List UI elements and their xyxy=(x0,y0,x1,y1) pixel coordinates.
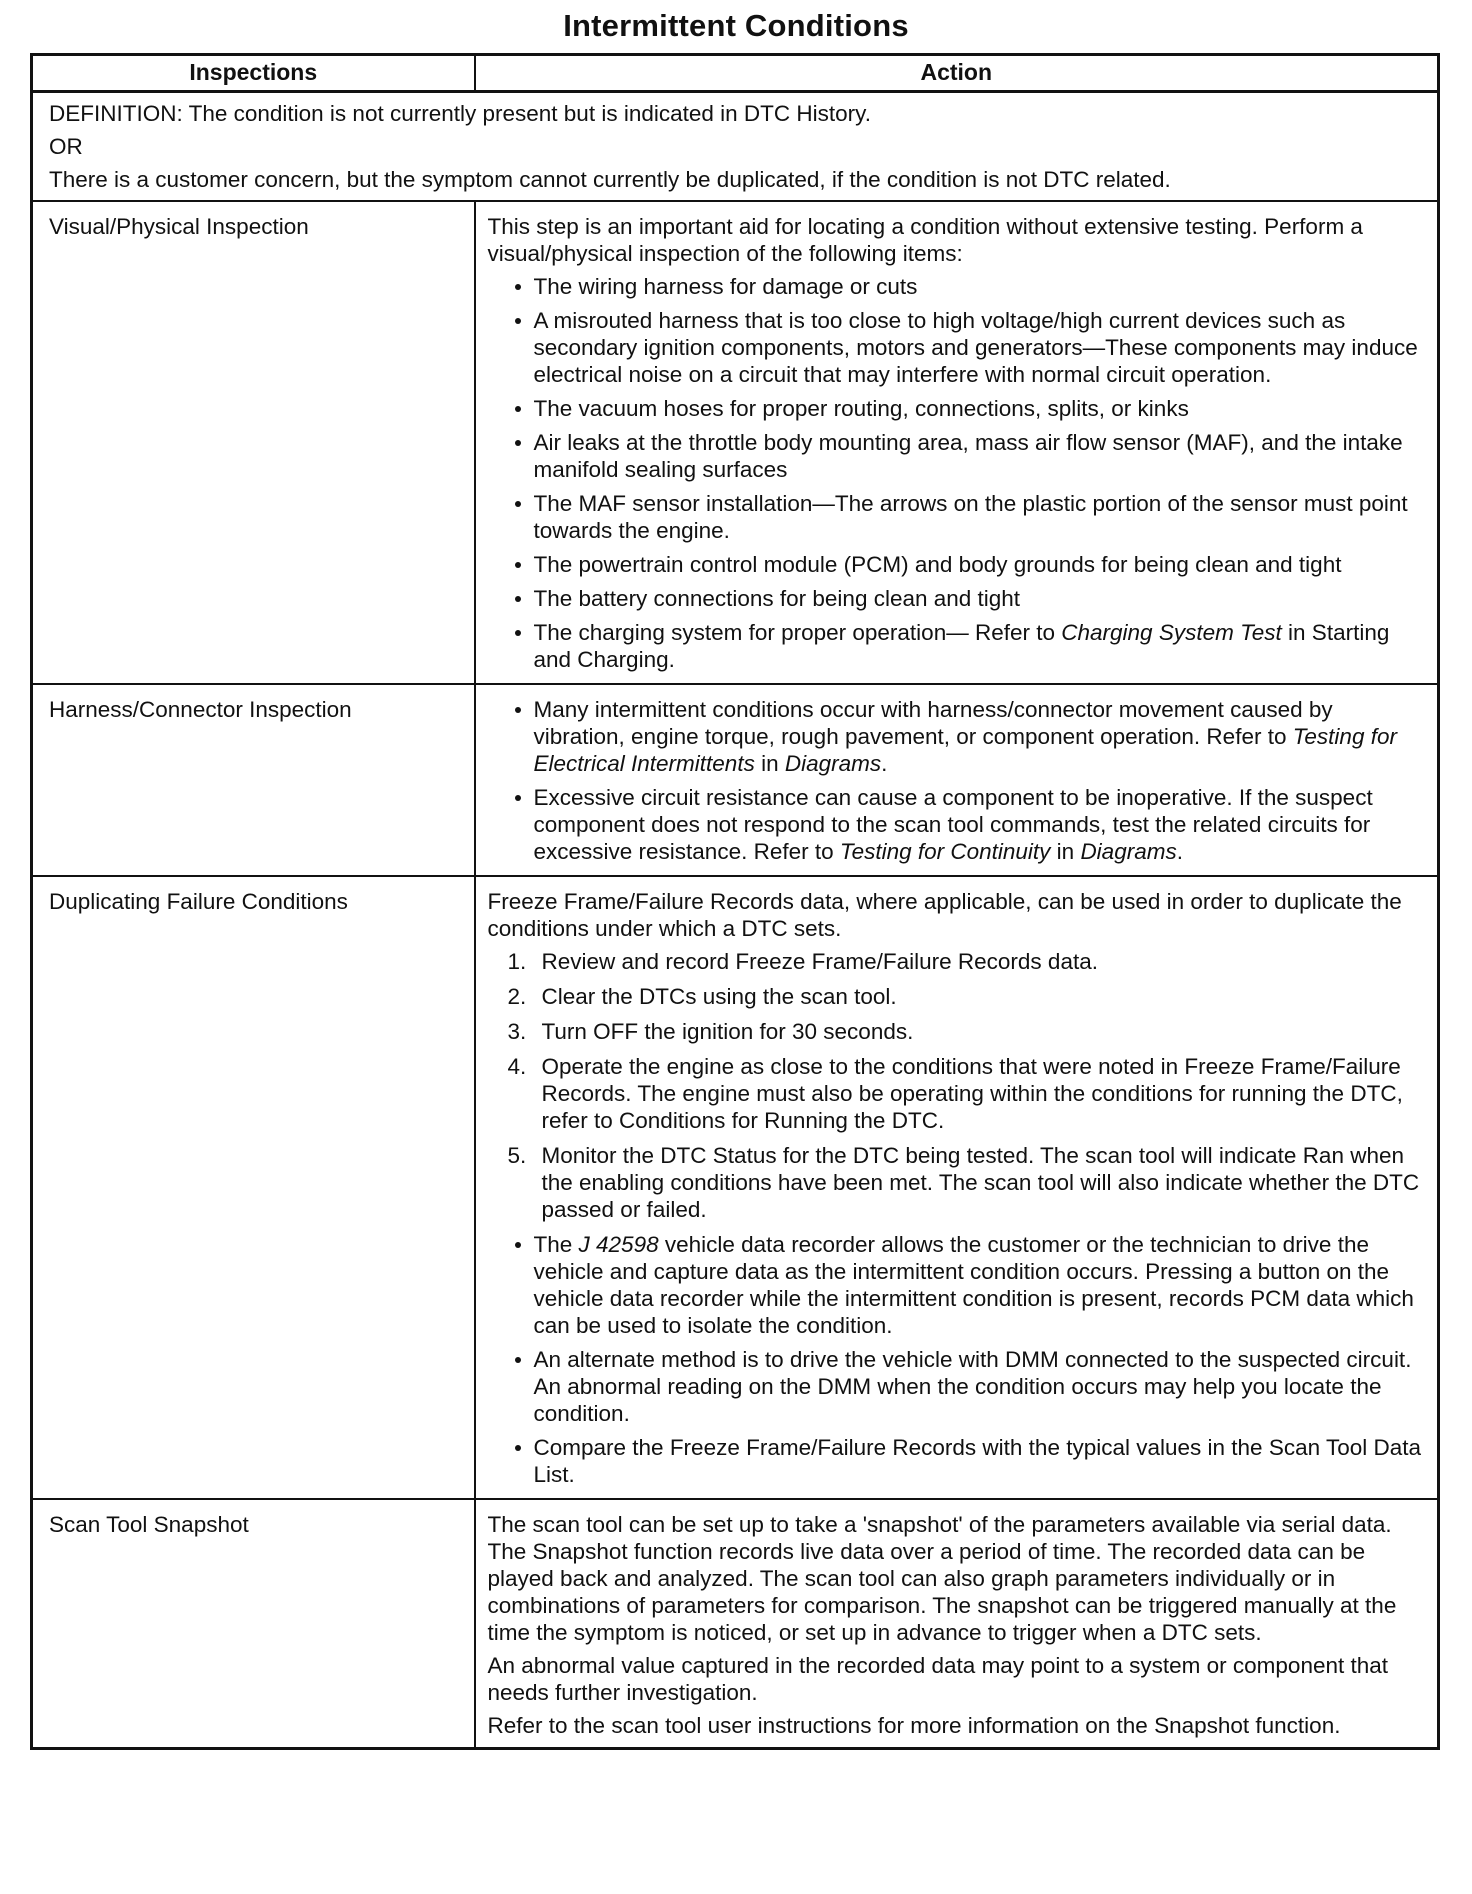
list-item: An alternate method is to drive the vehicle with DMM connected to the suspected circuit. An abnormal reading on the DMM when the condition occurs may help you locate the condition. xyxy=(514,1346,1426,1427)
inspection-name: Duplicating Failure Conditions xyxy=(32,876,475,1499)
action-intro: Freeze Frame/Failure Records data, where applicable, can be used in order to duplicate the conditions under which a DTC sets. xyxy=(487,889,1402,941)
intermittent-conditions-table xyxy=(30,53,1440,1750)
list-item: The battery connections for being clean and tight xyxy=(514,585,1426,612)
table-header-row xyxy=(32,55,1439,92)
header-action: Action xyxy=(475,55,1439,92)
item-text: The charging system for proper operation— Refer to xyxy=(533,620,1062,645)
list-item: The vacuum hoses for proper routing, connections, splits, or kinks xyxy=(514,395,1426,422)
page-title: Intermittent Conditions xyxy=(563,8,909,43)
step-number: 2. xyxy=(507,984,527,1009)
inspection-name: Visual/Physical Inspection xyxy=(32,201,475,684)
harness-items-list xyxy=(488,696,1426,865)
item-text: in Starting and Charging. xyxy=(533,620,1390,672)
action-intro: This step is an important aid for locating a condition without extensive testing. Perform a visual/physical inspection of the following items: xyxy=(487,214,1363,266)
item-text: Excessive circuit resistance can cause a component to be inoperative. If the suspect component does not respond to the scan tool commands, test the related circuits for excessive resistance. Refer to xyxy=(533,785,1373,864)
list-item xyxy=(514,619,1426,673)
reference-electrical-intermittents: Testing for Electrical Intermittents xyxy=(533,724,1397,776)
action-cell xyxy=(475,684,1439,876)
item-text: . xyxy=(1176,839,1183,864)
inspection-name: Harness/Connector Inspection xyxy=(32,684,475,876)
tool-number: J 42598 xyxy=(578,1232,659,1257)
inspection-name: Scan Tool Snapshot xyxy=(32,1499,475,1749)
duplicating-steps-list xyxy=(488,948,1426,1223)
header-inspections: Inspections xyxy=(32,55,475,92)
step-number: 1. xyxy=(507,949,527,974)
step-text: Review and record Freeze Frame/Failure Records data. xyxy=(541,949,1098,974)
table-row xyxy=(32,1499,1439,1749)
step-number: 4. xyxy=(507,1054,527,1079)
step-text: Clear the DTCs using the scan tool. xyxy=(541,984,897,1009)
definition-text: DEFINITION: The condition is not currently present but is indicated in DTC History. xyxy=(49,101,871,126)
step-text: Monitor the DTC Status for the DTC being tested. The scan tool will indicate Ran when the enabling conditions have been met. The scan tool will also indicate whether the DTC passed or failed. xyxy=(541,1143,1420,1222)
list-item xyxy=(514,1231,1426,1339)
table-row xyxy=(32,201,1439,684)
table-row xyxy=(32,876,1439,1499)
list-item: The powertrain control module (PCM) and body grounds for being clean and tight xyxy=(514,551,1426,578)
definition-or: OR xyxy=(49,134,83,159)
item-text: . xyxy=(881,751,888,776)
list-item xyxy=(508,1142,1426,1223)
list-item xyxy=(508,1018,1426,1045)
item-text: Many intermittent conditions occur with harness/connector movement caused by vibration, engine torque, rough pavement, or component operation. Refer to xyxy=(533,697,1333,749)
action-cell xyxy=(475,1499,1439,1749)
list-item xyxy=(508,948,1426,975)
action-cell xyxy=(475,201,1439,684)
reference-testing-continuity: Testing for Continuity xyxy=(839,839,1051,864)
item-text: in xyxy=(754,751,785,776)
definition-alt-text: There is a customer concern, but the symptom cannot currently be duplicated, if the condition is not DTC related. xyxy=(49,167,1171,192)
reference-diagrams: Diagrams xyxy=(784,751,882,776)
list-item xyxy=(514,784,1426,865)
step-text: Turn OFF the ignition for 30 seconds. xyxy=(541,1019,914,1044)
action-paragraph: Refer to the scan tool user instructions for more information on the Snapshot function. xyxy=(487,1713,1341,1738)
step-text: Operate the engine as close to the conditions that were noted in Freeze Frame/Failure Records. The engine must also be operating within the conditions for running the DTC, refer to Conditions for Running the DTC. xyxy=(541,1054,1403,1133)
list-item: Air leaks at the throttle body mounting area, mass air flow sensor (MAF), and the intake manifold sealing surfaces xyxy=(514,429,1426,483)
step-number: 5. xyxy=(507,1143,527,1168)
list-item: The wiring harness for damage or cuts xyxy=(514,273,1426,300)
action-paragraph: The scan tool can be set up to take a 'snapshot' of the parameters available via serial data. The Snapshot function records live data over a period of time. The recorded data can be played back and analyzed. The scan tool can also graph parameters individually or in combinations of parameters for comparison. The snapshot can be triggered manually at the time the symptom is noticed, or set up in advance to trigger when a DTC sets. xyxy=(487,1512,1397,1645)
visual-items-list xyxy=(488,273,1426,673)
duplicating-bullets-list xyxy=(488,1231,1426,1488)
definition-row xyxy=(32,92,1439,202)
item-text: The xyxy=(533,1232,579,1257)
reference-diagrams: Diagrams xyxy=(1080,839,1177,864)
list-item: A misrouted harness that is too close to high voltage/high current devices such as secondary ignition components, motors and generators—These components may induce electrical noise on a circuit that may interfere with normal circuit operation. xyxy=(514,307,1426,388)
list-item xyxy=(508,983,1426,1010)
list-item xyxy=(514,696,1426,777)
table-row xyxy=(32,684,1439,876)
reference-charging-system-test: Charging System Test xyxy=(1061,620,1282,645)
definition-cell xyxy=(32,92,1439,202)
item-text: in xyxy=(1050,839,1081,864)
list-item xyxy=(508,1053,1426,1134)
list-item: Compare the Freeze Frame/Failure Records with the typical values in the Scan Tool Data List. xyxy=(514,1434,1426,1488)
action-paragraph: An abnormal value captured in the recorded data may point to a system or component that needs further investigation. xyxy=(487,1653,1389,1705)
step-number: 3. xyxy=(507,1019,527,1044)
item-text: vehicle data recorder allows the customer or the technician to drive the vehicle and capture data as the intermittent condition occurs. Pressing a button on the vehicle data recorder while the intermittent condition is present, records PCM data which can be used to isolate the condition. xyxy=(533,1232,1414,1338)
list-item: The MAF sensor installation—The arrows on the plastic portion of the sensor must point towards the engine. xyxy=(514,490,1426,544)
action-cell xyxy=(475,876,1439,1499)
